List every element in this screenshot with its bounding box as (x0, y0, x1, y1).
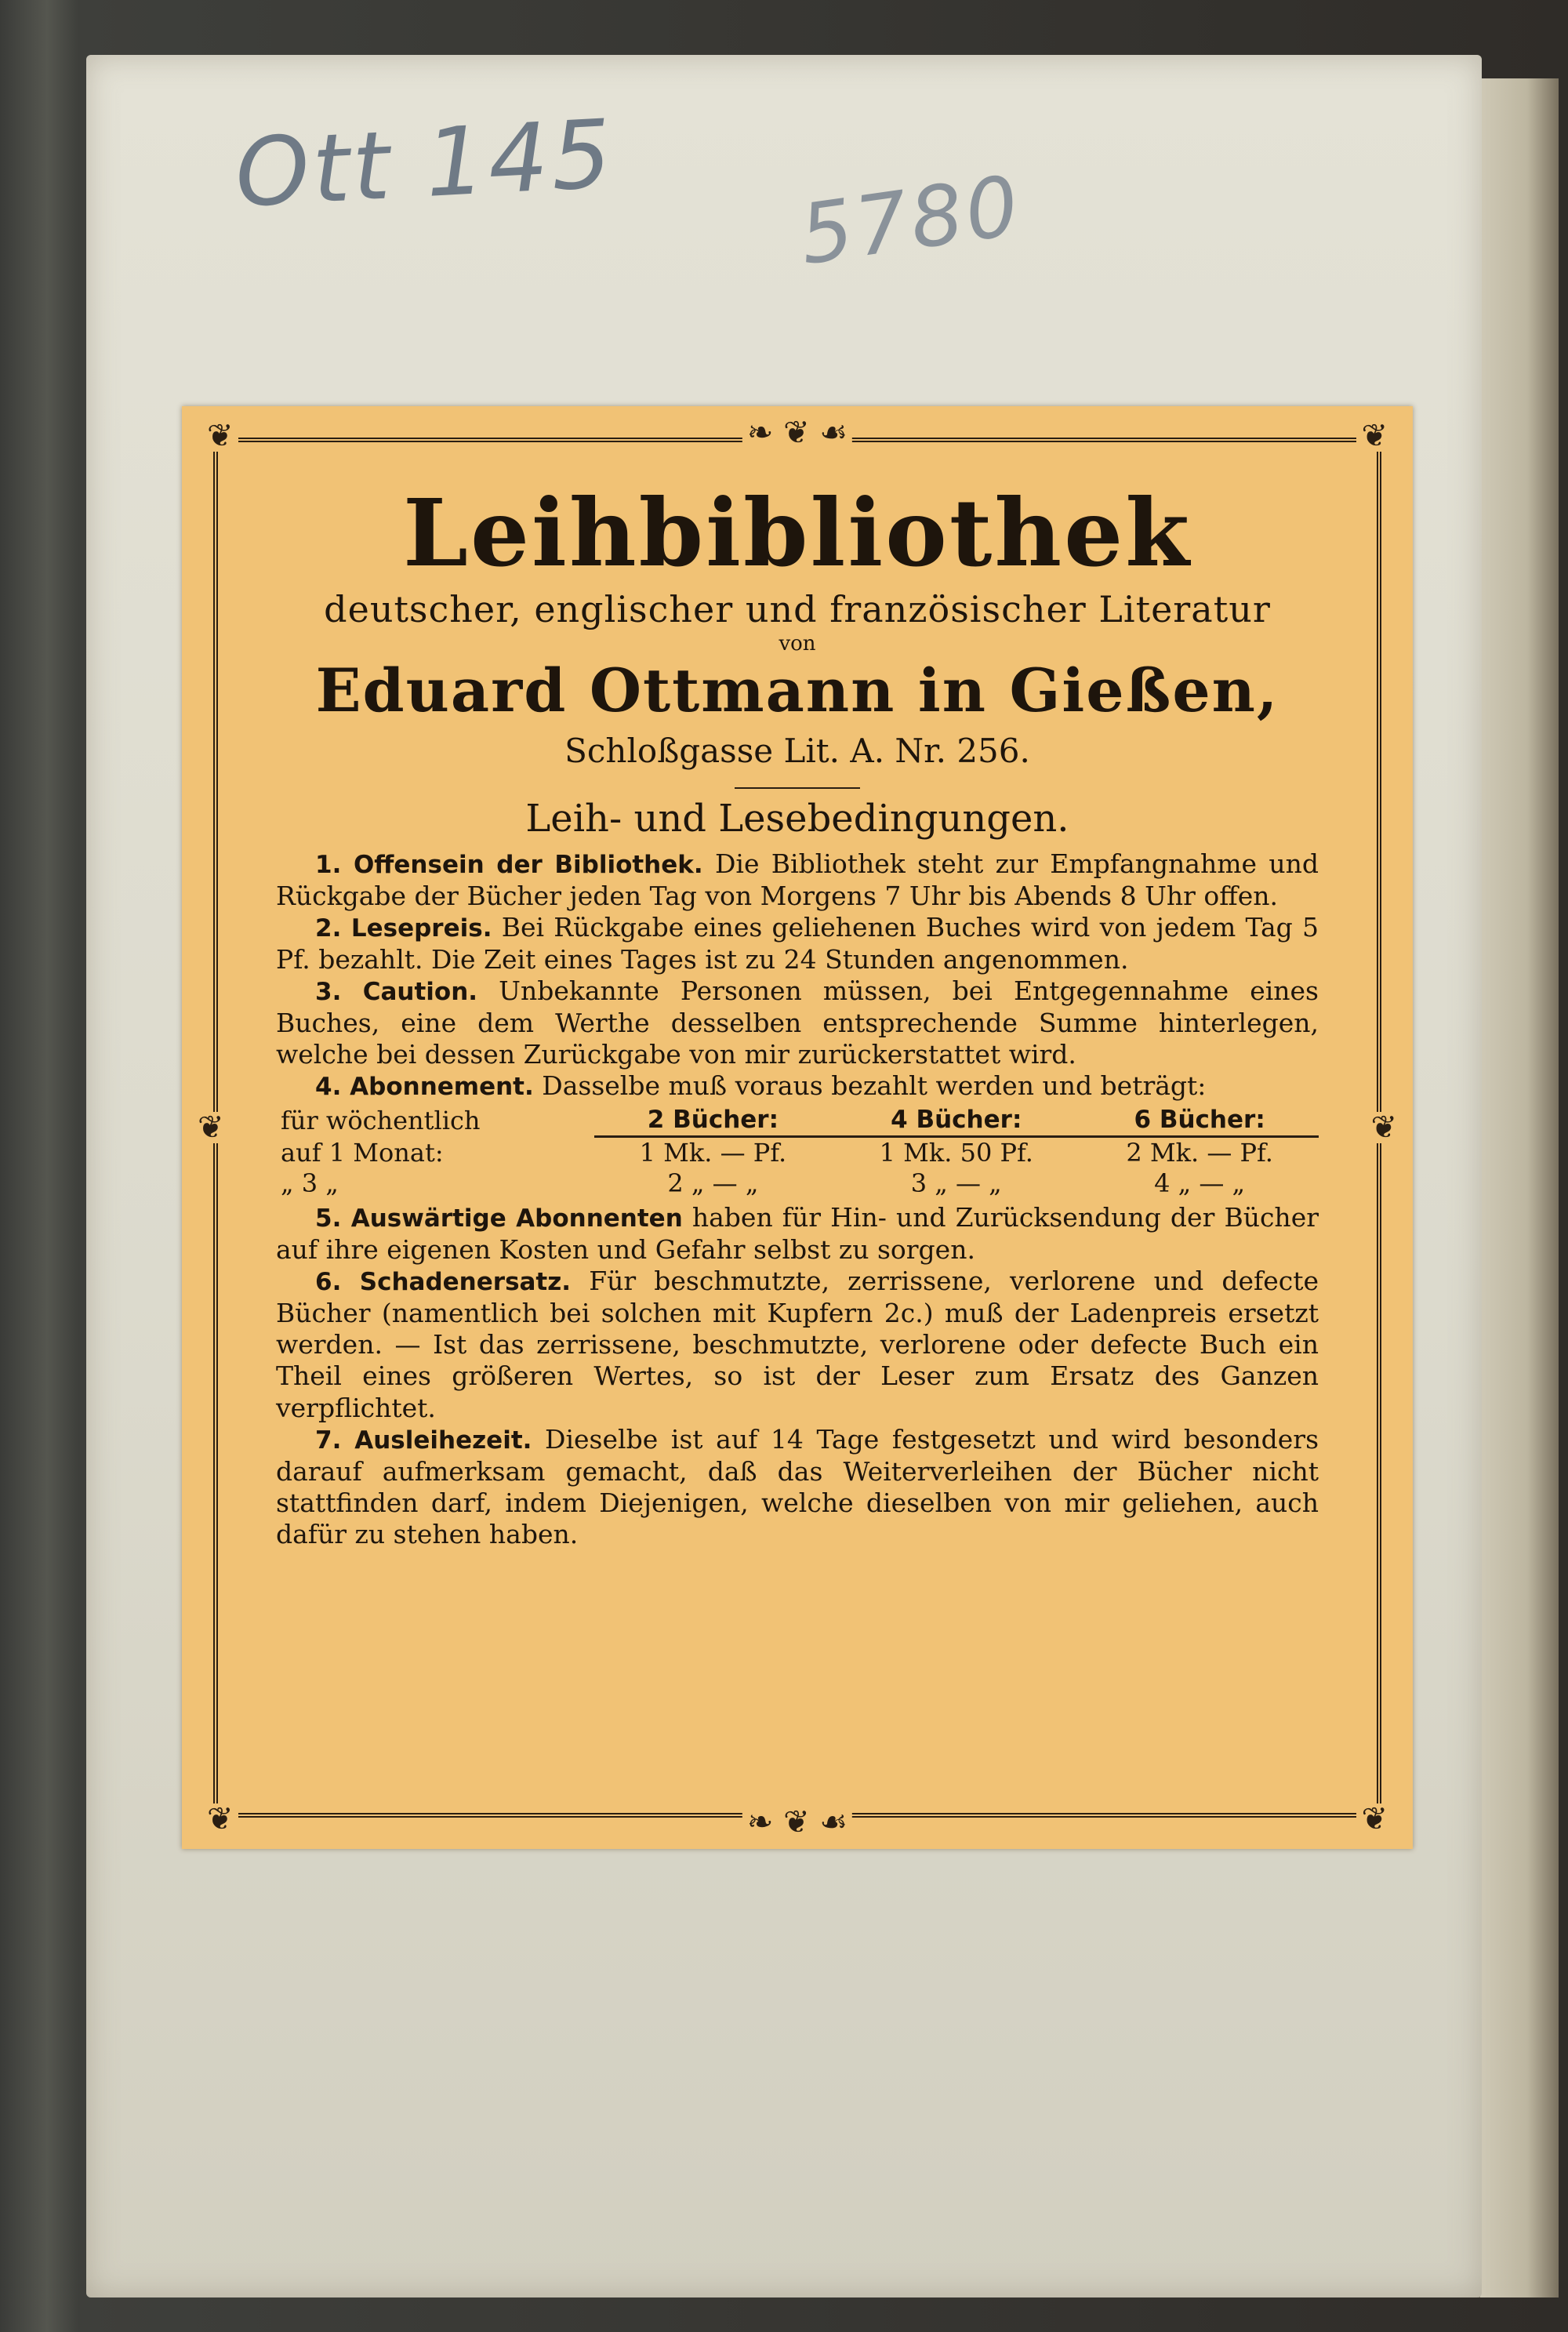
frame-ornament-icon: ❦ (1366, 1112, 1402, 1143)
price-table-header-row (276, 1106, 1319, 1136)
price-table-row (276, 1168, 1319, 1199)
price-table-row-label: auf 1 Monat: (281, 1137, 444, 1168)
rule-item (276, 1070, 1319, 1102)
price-table (276, 1106, 1319, 1199)
label-owner: Eduard Ottmann in Gießen, (315, 655, 1279, 725)
frame-ornament-icon: ❧ ❦ ☙ (742, 417, 852, 449)
label-title: Leihbibliothek (403, 478, 1192, 587)
rule-text: Die Bibliothek steht zur Empfangnahme und Rückgabe der Bücher jeden Tag von Morgens 7 Uhr bis Abends 8 Uhr offen. (276, 848, 1319, 911)
price-table-cell: 1 Mk. — Pf. (639, 1137, 787, 1168)
frame-ornament-icon: ❦ (193, 1112, 229, 1143)
corner-ornament-icon: ❦ (202, 420, 238, 452)
label-von: von (779, 631, 816, 656)
rule-heading: 7. Ausleihezeit. (315, 1426, 532, 1455)
rule-item (276, 912, 1319, 975)
page-edge-right (1478, 78, 1559, 2297)
rule-heading: 5. Auswärtige Abonnenten (315, 1204, 683, 1233)
rule-text: Für beschmutzte, zerrissene, verlorene und defecte Bücher (namentlich bei solchen mit Kupfern 2c.) muß der Ladenpreis ersetzt werden. — Ist das zerrissene, beschmutzte, verlorene oder defecte Buch ein Theil eines größeren Wertes, so ist der Leser zum Ersatz des Ganzen verpflichtet. (276, 1266, 1319, 1423)
label-address: Schloßgasse Lit. A. Nr. 256. (564, 731, 1030, 770)
rule-heading: 3. Caution. (315, 978, 478, 1007)
price-table-label-header: für wöchentlich (281, 1106, 481, 1136)
rules-list (276, 848, 1319, 1551)
price-table-cell: 2 „ — „ (667, 1168, 759, 1198)
library-label (182, 406, 1413, 1849)
frame-ornament-icon: ❧ ❦ ☙ (742, 1807, 852, 1838)
rule-heading: 6. Schadenersatz. (315, 1268, 572, 1297)
price-table-column-header: 4 Bücher: (832, 1106, 1080, 1136)
rule-heading: 2. Lesepreis. (315, 914, 492, 943)
price-table-column-header: 6 Bücher: (1080, 1106, 1319, 1136)
price-table-cell: 1 Mk. 50 Pf. (879, 1137, 1033, 1168)
rule-text: Unbekannte Personen müssen, bei Entgegennahme eines Buches, eine dem Werthe desselben entsprechende Summe hinterlegen, welche bei dessen Zurückgabe von mir zurückerstattet wird. (276, 975, 1319, 1070)
divider (735, 787, 860, 789)
handwritten-number: 5780 (793, 157, 1028, 284)
label-content (276, 478, 1319, 1550)
corner-ornament-icon: ❦ (1356, 420, 1392, 452)
price-table-row (276, 1136, 1319, 1168)
rule-item (276, 1266, 1319, 1424)
rule-text: Dieselbe ist auf 14 Tage festgesetzt und wird besonders darauf aufmerksam gemacht, daß das Weiterverleihen der Bücher nicht stattfinden darf, indem Diejenigen, welche dieselben von mir geliehen, auch dafür zu stehen haben. (276, 1423, 1319, 1550)
label-subtitle: deutscher, englischer und französischer Literatur (324, 587, 1271, 630)
price-table-cell: 3 „ — „ (910, 1168, 1002, 1198)
price-table-cell: 4 „ — „ (1154, 1168, 1246, 1198)
rule-item (276, 1424, 1319, 1551)
handwritten-shelfmark: Ott 145 (232, 100, 618, 229)
price-table-column-header: 2 Bücher: (594, 1106, 833, 1136)
price-table-row-label: „ 3 „ (281, 1168, 339, 1198)
conditions-title: Leih- und Lesebedingungen. (525, 796, 1069, 841)
rule-text: haben für Hin- und Zurücksendung der Bücher auf ihre eigenen Kosten und Gefahr selbst zu sorgen. (276, 1202, 1319, 1265)
price-table-cell: 2 Mk. — Pf. (1126, 1137, 1273, 1168)
rule-heading: 4. Abonnement. (315, 1073, 534, 1102)
rule-text: Bei Rückgabe eines geliehenen Buches wird von jedem Tag 5 Pf. bezahlt. Die Zeit eines Tages ist zu 24 Stunden angenommen. (276, 911, 1319, 975)
rule-item (276, 1202, 1319, 1266)
corner-ornament-icon: ❦ (202, 1803, 238, 1835)
rule-item (276, 848, 1319, 912)
rule-item (276, 975, 1319, 1070)
rule-heading: 1. Offensein der Bibliothek. (315, 850, 703, 879)
rule-text: Dasselbe muß voraus bezahlt werden und beträgt: (533, 1070, 1207, 1102)
corner-ornament-icon: ❦ (1356, 1803, 1392, 1835)
